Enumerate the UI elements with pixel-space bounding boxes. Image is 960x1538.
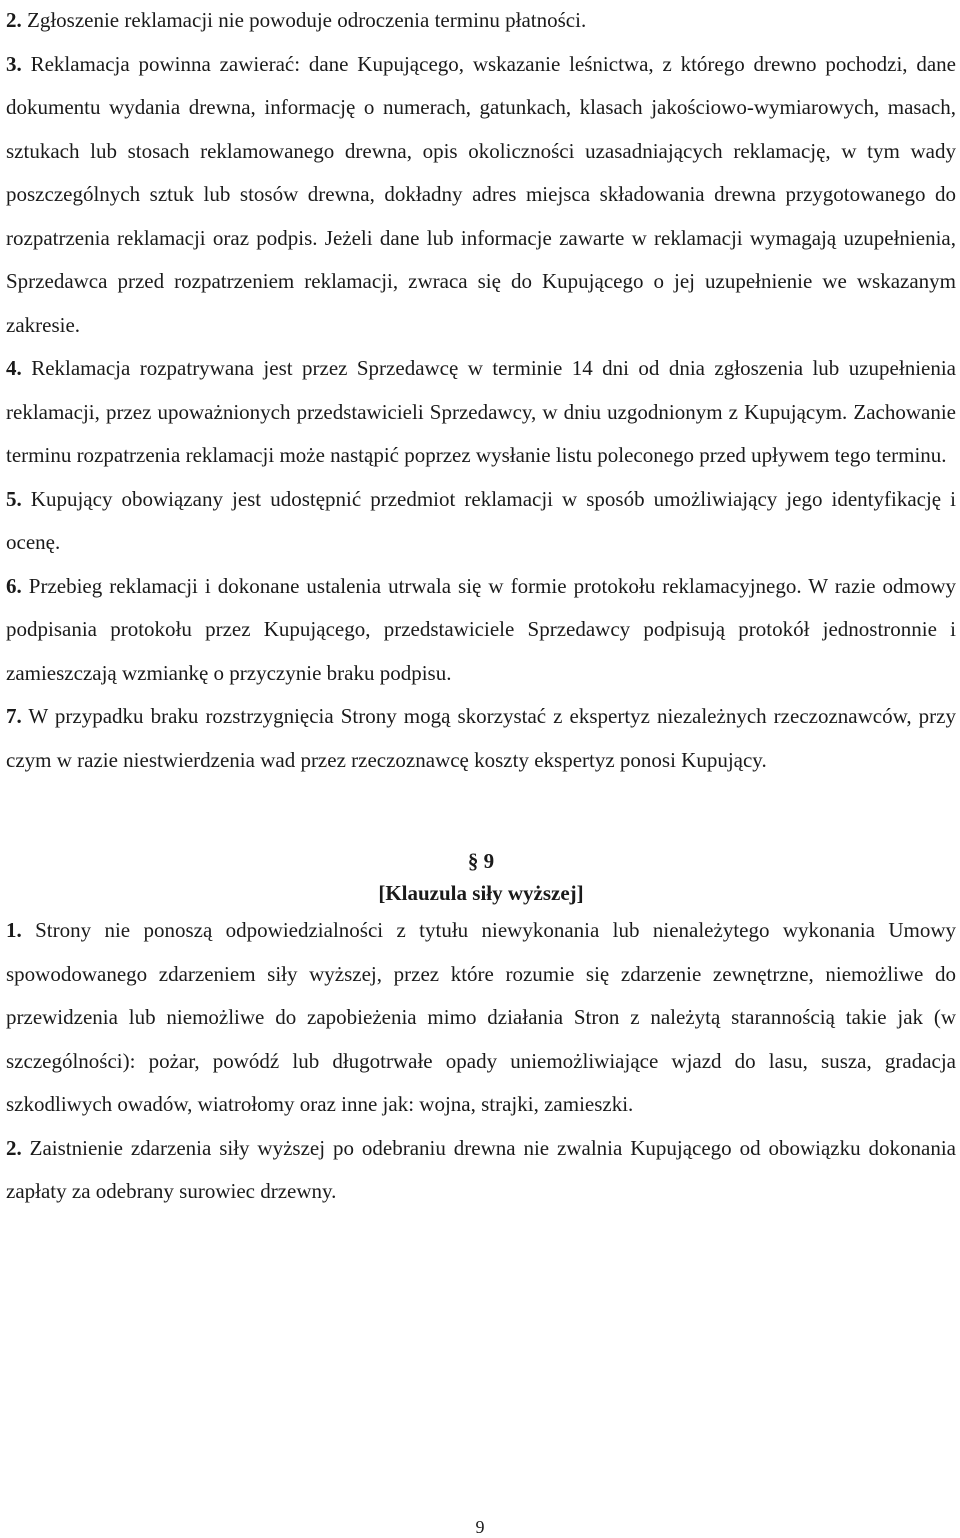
item-number: 2.	[6, 1135, 22, 1160]
item-text: W przypadku braku rozstrzygnięcia Strony mogą skorzystać z ekspertyz niezależnych rzeczoznawców, przy czym w razie niestwierdzenia wad przez rzeczoznawcę koszty ekspertyz ponosi Kupujący.	[6, 704, 956, 772]
paragraph-item-6	[6, 565, 956, 696]
section-title: [Klauzula siły wyższej]	[378, 881, 584, 905]
item-number: 5.	[6, 486, 22, 511]
item-text: Zgłoszenie reklamacji nie powoduje odroczenia terminu płatności.	[27, 8, 587, 32]
paragraph-item-4	[6, 347, 956, 478]
item-text: Zaistnienie zdarzenia siły wyższej po odebraniu drewna nie zwalnia Kupującego od obowiązku dokonania zapłaty za odebrany surowiec drzewny.	[6, 1135, 956, 1203]
item-text: Strony nie ponoszą odpowiedzialności z tytułu niewykonania lub nienależytego wykonania Umowy spowodowanego zdarzeniem siły wyższej, przez które rozumie się zdarzenie zewnętrzne, niemożliwe do przewidzenia lub niemożliwe do zapobieżenia mimo działania Stron z należytą starannością takie jak (w szczególności): pożar, powódź lub długotrwałe opady uniemożliwiające wjazd do lasu, susza, gradacja szkodliwych owadów, wiatrołomy oraz inne jak: wojna, strajki, zamieszki.	[6, 918, 956, 1116]
item-number: 3.	[6, 51, 22, 76]
item-number: 4.	[6, 356, 22, 380]
paragraph-section-item-2	[6, 1127, 956, 1214]
paragraph-item-5	[6, 478, 956, 565]
item-number: 2.	[6, 8, 22, 32]
paragraph-item-7	[6, 695, 956, 782]
item-number: 7.	[6, 704, 22, 728]
paragraph-section-item-1	[6, 909, 956, 1127]
item-text: Reklamacja rozpatrywana jest przez Sprzedawcę w terminie 14 dni od dnia zgłoszenia lub uzupełnienia reklamacji, przez upoważnionych przedstawicieli Sprzedawcy, w dniu uzgodnionym z Kupującym. Zachowanie terminu rozpatrzenia reklamacji może nastąpić poprzez wysłanie listu poleconego przed upływem tego terminu.	[6, 356, 957, 467]
item-number: 1.	[6, 918, 22, 942]
item-text: Kupujący obowiązany jest udostępnić przedmiot reklamacji w sposób umożliwiający jego identyfikację i ocenę.	[6, 486, 956, 554]
page-number: 9	[475, 1517, 485, 1537]
item-text: Reklamacja powinna zawierać: dane Kupującego, wskazanie leśnictwa, z którego drewno pochodzi, dane dokumentu wydania drewna, informację o numerach, gatunkach, klasach jakościowo-wymiarowych, masach, sztukach lub stosach reklamowanego drewna, opis okoliczności uzasadniających reklamację, w tym wady poszczególnych sztuk lub stosów drewna, dokładny adres miejsca składowania drewna przygotowanego do rozpatrzenia reklamacji oraz podpis. Jeżeli dane lub informacje zawarte w reklamacji wymagają uzupełnienia, Sprzedawca przed rozpatrzeniem reklamacji, zwraca się do Kupującego o jej uzupełnienie we wskazanym zakresie.	[6, 51, 957, 337]
document-page	[6, 0, 956, 1214]
paragraph-item-3	[6, 43, 956, 348]
item-text: Przebieg reklamacji i dokonane ustalenia utrwala się w formie protokołu reklamacyjnego. W razie odmowy podpisania protokołu przez Kupującego, przedstawiciele Sprzedawcy podpisują protokół jednostronnie i zamieszczają wzmiankę o przyczynie braku podpisu.	[6, 573, 956, 685]
paragraph-item-2	[6, 0, 956, 43]
section-number: § 9	[467, 849, 495, 873]
item-number: 6.	[6, 573, 22, 598]
